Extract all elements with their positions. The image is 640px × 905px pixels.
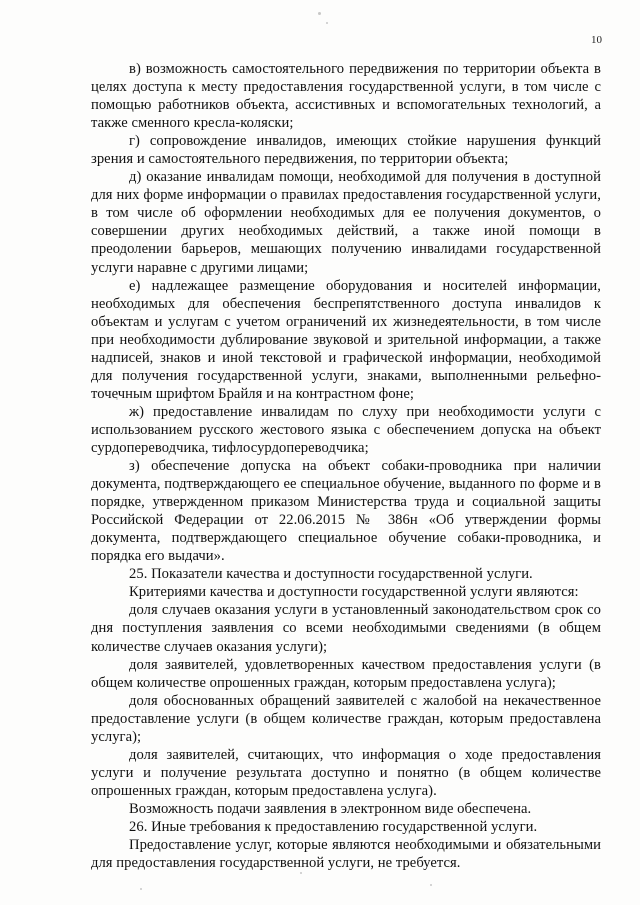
electronic-submission: Возможность подачи заявления в электронном виде обеспечена. xyxy=(129,800,532,817)
page-number: 10 xyxy=(591,34,602,46)
scan-speck xyxy=(430,884,432,886)
paragraph-item-v: в) возможность самостоятельного передвижения по территории объекта в целях доступа к месту предоставления государственной услуги, в том числе с помощью работников объекта, ассистивных и вспомогательных технологий, а также сменного кресла-коляски; xyxy=(91,61,601,132)
paragraph-item-e: е) надлежащее размещение оборудования и носителей информации, необходимых для обеспечения беспрепятственного доступа инвалидов к объектам и услугам с учетом ограничений их жизнедеятельности, в том числе при необходимости дублирование звуковой и зрительной информации, а также надписей, знаков и иной текстовой и графической информации, необходимой для получения государственной услуги, знаками, выполненными рельефно-точечным шрифтом Брайля и на контрастном фоне; xyxy=(91,277,601,402)
paragraph-item-d: д) оказание инвалидам помощи, необходимой для получения в доступной для них форме информации о правилах предоставления государственной услуги, в том числе об оформлении необходимых для ее получения документов, о совершении других необходимых действий, а также иной помощи в преодолении барьеров, мешающих получению инвалидами государственной услуги наравне с другими лицами; xyxy=(91,169,601,276)
document-body xyxy=(91,60,601,872)
scan-speck xyxy=(318,12,321,15)
paragraph-item-g: г) сопровождение инвалидов, имеющих стойкие нарушения функций зрения и самостоятельного передвижения, по территории объекта; xyxy=(91,133,601,168)
section-26-text: Предоставление услуг, которые являются необходимыми и обязательными для предоставления государственной услуги, не требуется. xyxy=(91,837,601,872)
paragraph-item-z: з) обеспечение допуска на объект собаки-проводника при наличии документа, подтверждающего ее специальное обучение, выданного по форме и в порядке, утвержденном приказом Министерства труда и социальной защиты Российской Федерации от 22.06.2015 № 386н «Об утверждении формы документа, подтверждающего специальное обучение собаки-проводника, и порядка его выдачи». xyxy=(91,458,601,565)
criterion-information: доля заявителей, считающих, что информация о ходе предоставления услуги и получение результата доступно и понятно (в общем количестве опрошенных граждан, которым предоставлена услуга). xyxy=(91,746,601,799)
criterion-satisfied: доля заявителей, удовлетворенных качеством предоставления услуги (в общем количестве опрошенных граждан, которым предоставлена услуга); xyxy=(91,656,601,691)
section-26-heading: 26. Иные требования к предоставлению государственной услуги. xyxy=(129,818,538,835)
scan-speck xyxy=(300,872,302,874)
paragraph-item-zh: ж) предоставление инвалидам по слуху при необходимости услуги с использованием русского жестового языка с обеспечением допуска на объект сурдопереводчика, тифлосурдопереводчика; xyxy=(91,403,601,456)
scan-speck xyxy=(116,398,118,400)
criteria-intro: Критериями качества и доступности государственной услуги являются: xyxy=(129,584,579,601)
criterion-deadline: доля случаев оказания услуги в установленный законодательством срок со дня поступления заявления со всеми необходимыми сведениями (в общем количестве случаев оказания услуги); xyxy=(91,602,601,655)
scan-speck xyxy=(112,274,114,276)
criterion-complaints: доля обоснованных обращений заявителей с жалобой на некачественное предоставление услуги (в общем количестве граждан, которым предоставлена услуга); xyxy=(91,692,601,745)
scan-speck xyxy=(560,776,562,778)
scan-speck xyxy=(326,22,328,24)
section-25-heading: 25. Показатели качества и доступности государственной услуги. xyxy=(129,566,533,583)
scan-speck xyxy=(140,888,142,890)
